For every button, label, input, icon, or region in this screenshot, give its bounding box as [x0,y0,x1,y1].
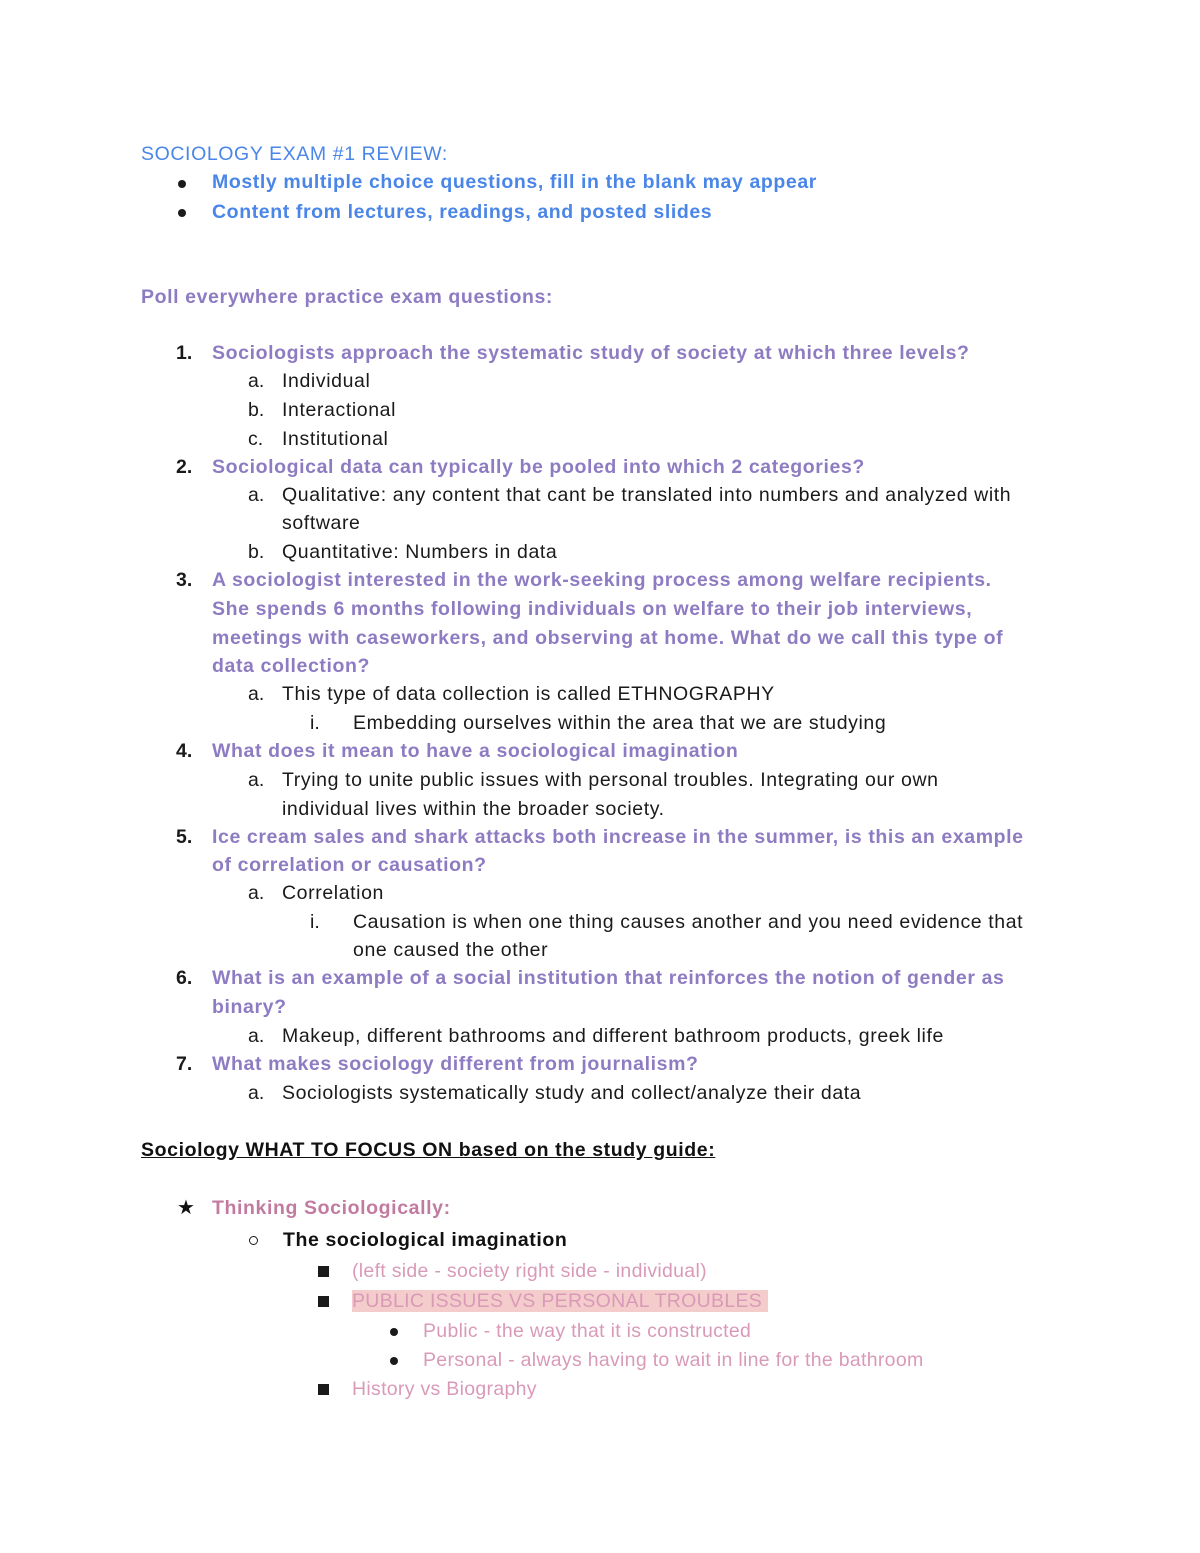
q2-answer-a-line1: Qualitative: any content that cant be translated into numbers and analyzed with [282,484,1012,506]
q7-text: What makes sociology different from journalism? [212,1053,699,1075]
q1-number: 1. [176,342,193,364]
focus-item-personal: Personal - always having to wait in line for the bathroom [423,1349,924,1371]
q7-answer-a: Sociologists systematically study and collect/analyze their data [282,1082,862,1104]
star-icon: ★ [177,1197,196,1219]
focus-subtopic: The sociological imagination [283,1229,568,1251]
focus-section-title: Thinking Sociologically: [212,1197,451,1219]
q6-answer-a: Makeup, different bathrooms and different bathroom products, greek life [282,1025,944,1047]
focus-item-left-right: (left side - society right side - individual) [352,1260,707,1282]
q6-text-line1: What is an example of a social institution that reinforces the notion of gender as [212,967,1005,989]
q4-answer-a-line2: individual lives within the broader society. [282,798,665,820]
focus-item-public: Public - the way that it is constructed [423,1320,752,1342]
q5-number: 5. [176,826,193,848]
answer-letter: a. [248,882,265,904]
q3-answer-a: This type of data collection is called ETHNOGRAPHY [282,683,775,705]
q1-answer-b: Interactional [282,399,397,421]
q5-answer-a: Correlation [282,882,384,904]
answer-letter: a. [248,769,265,791]
answer-letter: b. [248,399,265,421]
q4-text: What does it mean to have a sociological imagination [212,740,739,762]
bullet-dot [178,180,186,188]
q6-number: 6. [176,967,193,989]
answer-letter: a. [248,1025,265,1047]
q2-answer-b: Quantitative: Numbers in data [282,541,558,563]
q4-answer-a-line1: Trying to unite public issues with personal troubles. Integrating our own [282,769,939,791]
bullet-dot [178,209,186,217]
q3-text-line4: data collection? [212,655,371,677]
q4-number: 4. [176,740,193,762]
poll-title: Poll everywhere practice exam questions: [141,286,554,308]
q5-answer-a-i-line1: Causation is when one thing causes another and you need evidence that [353,911,1024,933]
q1-text: Sociologists approach the systematic study of society at which three levels? [212,342,970,364]
answer-numeral: i. [310,911,320,933]
answer-numeral: i. [310,712,320,734]
q1-answer-a: Individual [282,370,371,392]
answer-letter: a. [248,484,265,506]
q2-number: 2. [176,456,193,478]
square-bullet [318,1296,329,1307]
q7-number: 7. [176,1053,193,1075]
focus-title: Sociology WHAT TO FOCUS ON based on the study guide: [141,1139,716,1161]
q3-answer-a-i: Embedding ourselves within the area that we are studying [353,712,887,734]
answer-letter: a. [248,370,265,392]
q3-text-line1: A sociologist interested in the work-seeking process among welfare recipients. [212,569,992,591]
q5-answer-a-i-line2: one caused the other [353,939,549,961]
q2-answer-a-line2: software [282,512,361,534]
hollow-circle-bullet [249,1236,258,1245]
exam-title: SOCIOLOGY EXAM #1 REVIEW: [141,143,448,165]
heading-bullet-1: Mostly multiple choice questions, fill in the blank may appear [212,171,817,193]
answer-letter: b. [248,541,265,563]
focus-item-public-issues [352,1287,768,1315]
q3-text-line3: meetings with caseworkers, and observing at home. What do we call this type of [212,627,1004,649]
answer-letter: a. [248,683,265,705]
q3-text-line2: She spends 6 months following individuals on welfare to their job interviews, [212,598,973,620]
q5-text-line1: Ice cream sales and shark attacks both increase in the summer, is this an example [212,826,1024,848]
bullet-dot [390,1328,398,1336]
heading-bullet-2: Content from lectures, readings, and posted slides [212,201,713,223]
square-bullet [318,1384,329,1395]
highlight: PUBLIC ISSUES VS PERSONAL TROUBLES [352,1290,768,1312]
answer-letter: a. [248,1082,265,1104]
q3-number: 3. [176,569,193,591]
bullet-dot [390,1357,398,1365]
focus-item-history: History vs Biography [352,1378,537,1400]
q5-text-line2: of correlation or causation? [212,854,487,876]
q2-text: Sociological data can typically be pooled into which 2 categories? [212,456,865,478]
answer-letter: c. [248,428,264,450]
q1-answer-c: Institutional [282,428,389,450]
q6-text-line2: binary? [212,996,287,1018]
square-bullet [318,1266,329,1277]
